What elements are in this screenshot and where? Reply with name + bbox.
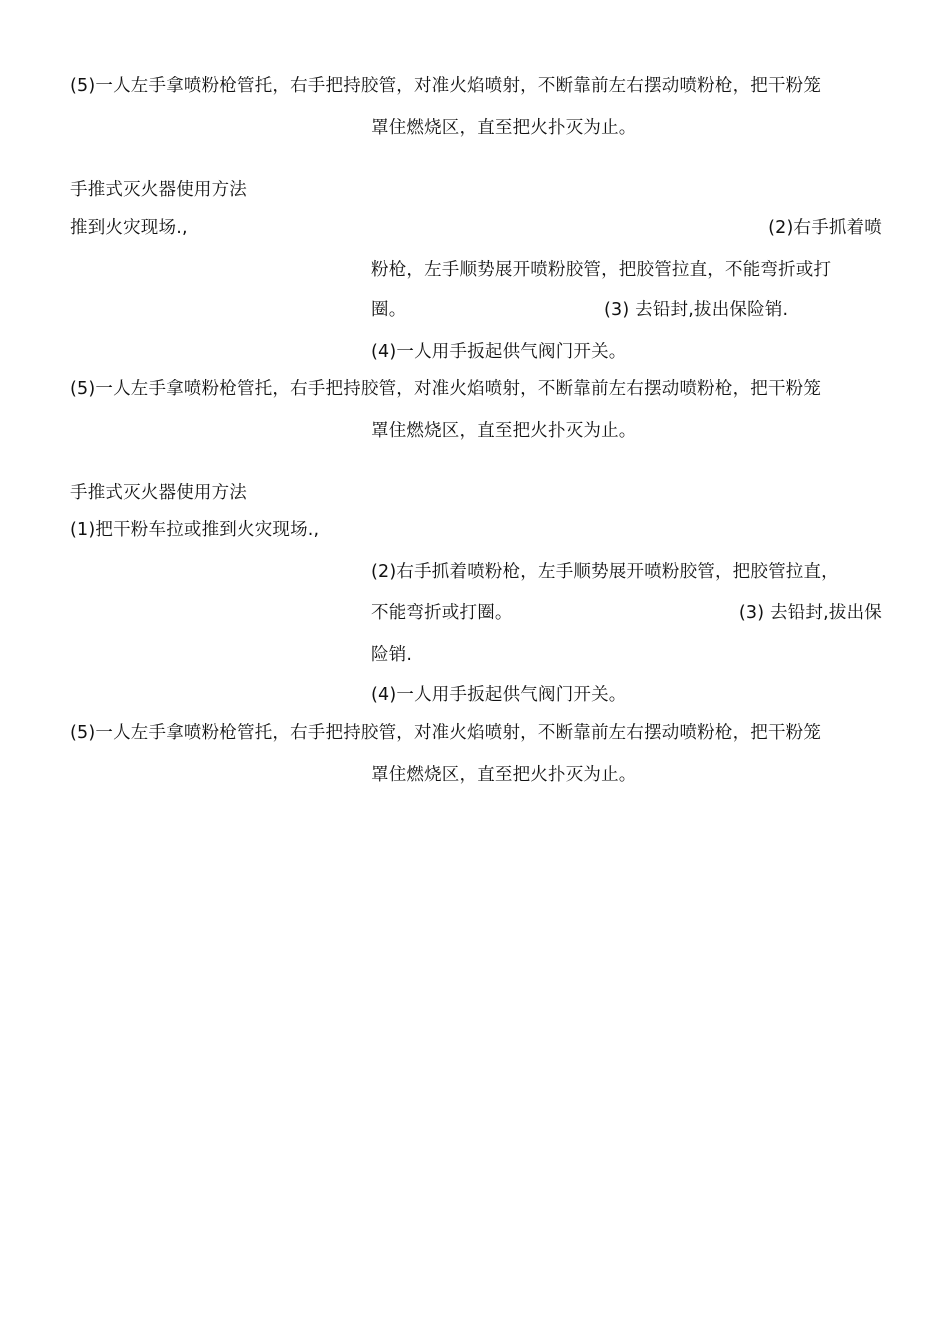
step5-line2: 罩住燃烧区，直至把火扑灭为止。 — [371, 421, 637, 441]
step2-line2: 粉枪，左手顺势展开喷粉胶管，把胶管拉直，不能弯折或打 — [371, 260, 832, 280]
step5-line1: (5)一人左手拿喷粉枪管托，右手把持胶管，对准火焰喷射，不断靠前左右摆动喷粉枪，把干粉笼 — [70, 723, 822, 743]
step3-line2: 险销. — [371, 645, 413, 665]
section-heading: 手推式灭火器使用方法 — [70, 180, 247, 200]
section-heading: 手推式灭火器使用方法 — [70, 483, 247, 503]
step1-text: (1)把干粉车拉或推到火灾现场., — [70, 520, 320, 540]
step2-line1: (2)右手抓着喷 — [768, 218, 882, 238]
step5-line1: (5)一人左手拿喷粉枪管托，右手把持胶管，对准火焰喷射，不断靠前左右摆动喷粉枪，把干粉笼 — [70, 76, 822, 96]
step5-line2: 罩住燃烧区，直至把火扑灭为止。 — [371, 118, 637, 138]
step1-text: 推到火灾现场., — [70, 218, 188, 238]
step3-line1: (3) 去铅封,拔出保 — [738, 603, 882, 623]
step2-line1: (2)右手抓着喷粉枪，左手顺势展开喷粉胶管，把胶管拉直， — [371, 562, 839, 582]
step4-text: (4)一人用手扳起供气阀门开关。 — [371, 685, 627, 705]
step5-line1: (5)一人左手拿喷粉枪管托，右手把持胶管，对准火焰喷射，不断靠前左右摆动喷粉枪，把干粉笼 — [70, 379, 822, 399]
step2-line2: 不能弯折或打圈。 — [371, 603, 513, 623]
step5-line2: 罩住燃烧区，直至把火扑灭为止。 — [371, 765, 637, 785]
step2-line3: 圈。 — [371, 300, 407, 320]
step4-text: (4)一人用手扳起供气阀门开关。 — [371, 342, 627, 362]
step3-text: (3) 去铅封,拔出保险销. — [604, 300, 789, 320]
